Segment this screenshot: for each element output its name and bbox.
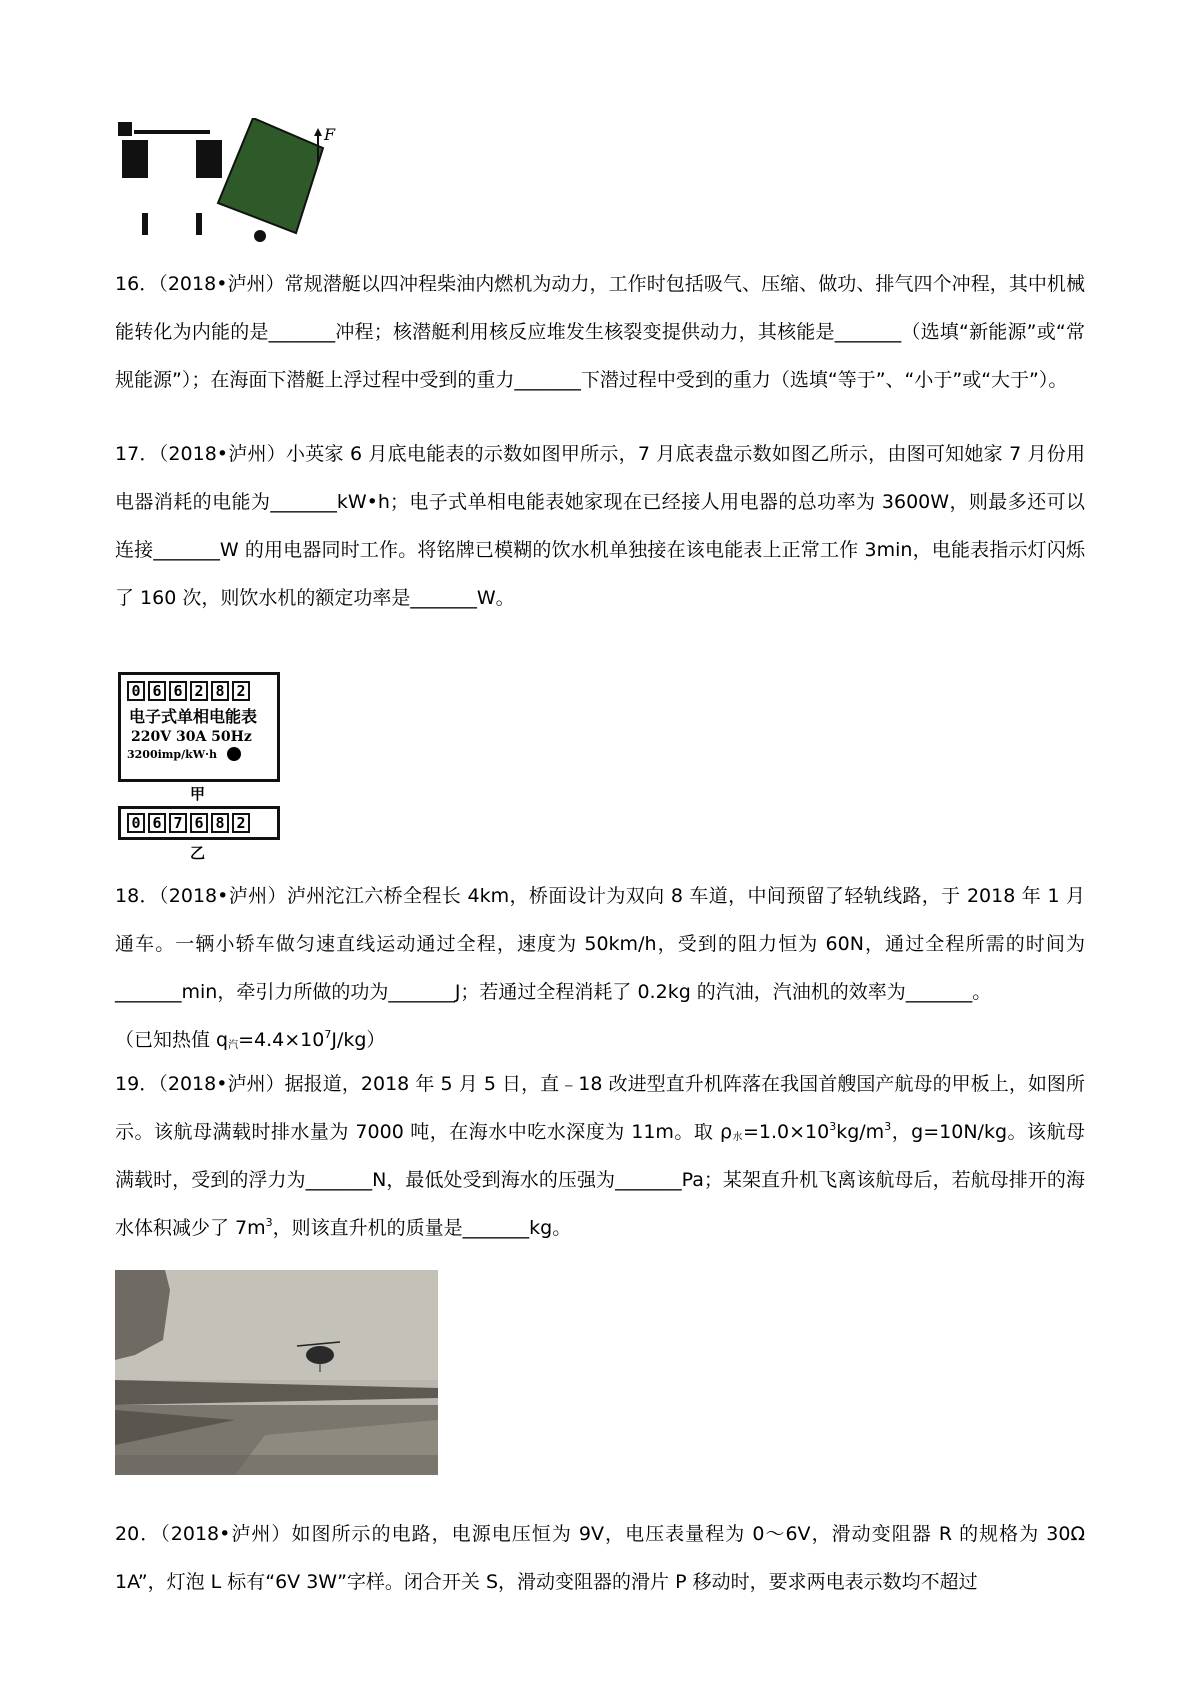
meter-spec: 220V 30A 50Hz	[131, 729, 252, 745]
question-16-text: 16．（2018•泸州）常规潜艇以四冲程柴油内燃机为动力，工作时包括吸气、压缩、做功、排气四个冲程，其中机械能转化为内能的是_______冲程；核潜艇利用核反应堆发生核裂变提供动力，其核能是_______（选填“新能源”或“常规能源”）；在海面下潜艇上浮过程中受到的重力_______下潜过程中受到的重力（选填“等于”、“小于”或“大于”）。	[115, 273, 1085, 391]
green-cube	[218, 118, 323, 233]
meter-yi-digits	[127, 813, 277, 833]
question-16	[115, 260, 1085, 404]
meter-imp: 3200imp/kW·h	[127, 747, 217, 761]
question-18-text: 18．（2018•泸州）泸州沱江六桥全程长 4km，桥面设计为双向 8 车道，中间预留了轻轨线路，于 2018 年 1 月通车。一辆小轿车做匀速直线运动通过全程，速度为 50km/h，受到的阻力恒为 60N，通过全程所需的时间为_______min，牵引力所做的功为_______J；若通过全程消耗了 0.2kg 的汽油，汽油机的效率为_______。	[115, 885, 1085, 1003]
digit: 0	[127, 813, 145, 833]
digit: 6	[148, 681, 166, 701]
digit: 6	[148, 813, 166, 833]
leg-2	[196, 213, 202, 235]
block-top-left	[118, 122, 132, 136]
force-label: F	[324, 125, 336, 144]
digit: 8	[211, 813, 229, 833]
support-right	[196, 140, 222, 178]
digit: 7	[169, 813, 187, 833]
meter-jia-digits	[127, 681, 277, 701]
question-20	[115, 1510, 1085, 1606]
meter-jia	[118, 672, 280, 782]
pivot-dot	[254, 230, 266, 242]
leg-1	[142, 213, 148, 235]
digit: 6	[169, 681, 187, 701]
question-19-text: 19．（2018•泸州）据报道，2018 年 5 月 5 日，直﹣18 改进型直升机阵落在我国首艘国产航母的甲板上，如图所示。该航母满载时排水量为 7000 吨，在海水中吃水深度为 11m。取 $\rho_水=1.0\times 10^3kg/m^3$，g=10N/kg。该航母满载时，受到的浮力为_______N，最低处受到海水的压强为_______Pa；某架直升机飞离该航母后，若航母排开的海水体积减少了 $7m^3$，则该直升机的质量是_______kg。	[115, 1073, 1085, 1239]
carrier-helicopter-photo	[115, 1270, 438, 1475]
label-jia: 甲	[190, 785, 206, 803]
lever-cube-figure	[118, 118, 358, 248]
indicator-light-icon	[227, 747, 241, 761]
question-17-text: 17．（2018•泸州）小英家 6 月底电能表的示数如图甲所示，7 月底表盘示数如图乙所示，由图可知她家 7 月份用电器消耗的电能为_______kW•h；电子式单相电能表她家现在已经接人用电器的总功率为 3600W，则最多还可以连接_______W 的用电器同时工作。将铭牌已模糊的饮水机单独接在该电能表上正常工作 3min，电能表指示灯闪烁了 160 次，则饮水机的额定功率是_______W。	[115, 443, 1085, 609]
digit: 0	[127, 681, 145, 701]
meter-title: 电子式单相电能表	[129, 707, 258, 726]
support-left	[122, 140, 148, 178]
digit: 8	[211, 681, 229, 701]
digit: 2	[232, 813, 250, 833]
digit: 6	[190, 813, 208, 833]
question-19	[115, 1060, 1085, 1252]
question-18	[115, 872, 1085, 1064]
digit: 2	[190, 681, 208, 701]
force-arrow-head	[314, 128, 322, 136]
label-yi: 乙	[190, 844, 206, 862]
question-20-text: 20．（2018•泸州）如图所示的电路，电源电压恒为 9V，电压表量程为 0～6V，滑动变阻器 R 的规格为 30Ω 1A”，灯泡 L 标有“6V 3W”字样。闭合开关 S，滑动变阻器的滑片 P 移动时，要求两电表示数均不超过	[115, 1523, 1085, 1593]
digit: 2	[232, 681, 250, 701]
meter-yi	[118, 806, 280, 840]
meter-imp-row	[127, 747, 277, 761]
question-18-note: （已知热值 $q_汽=4.4\times 10^7J/kg$）	[115, 1028, 386, 1051]
question-17	[115, 430, 1085, 622]
